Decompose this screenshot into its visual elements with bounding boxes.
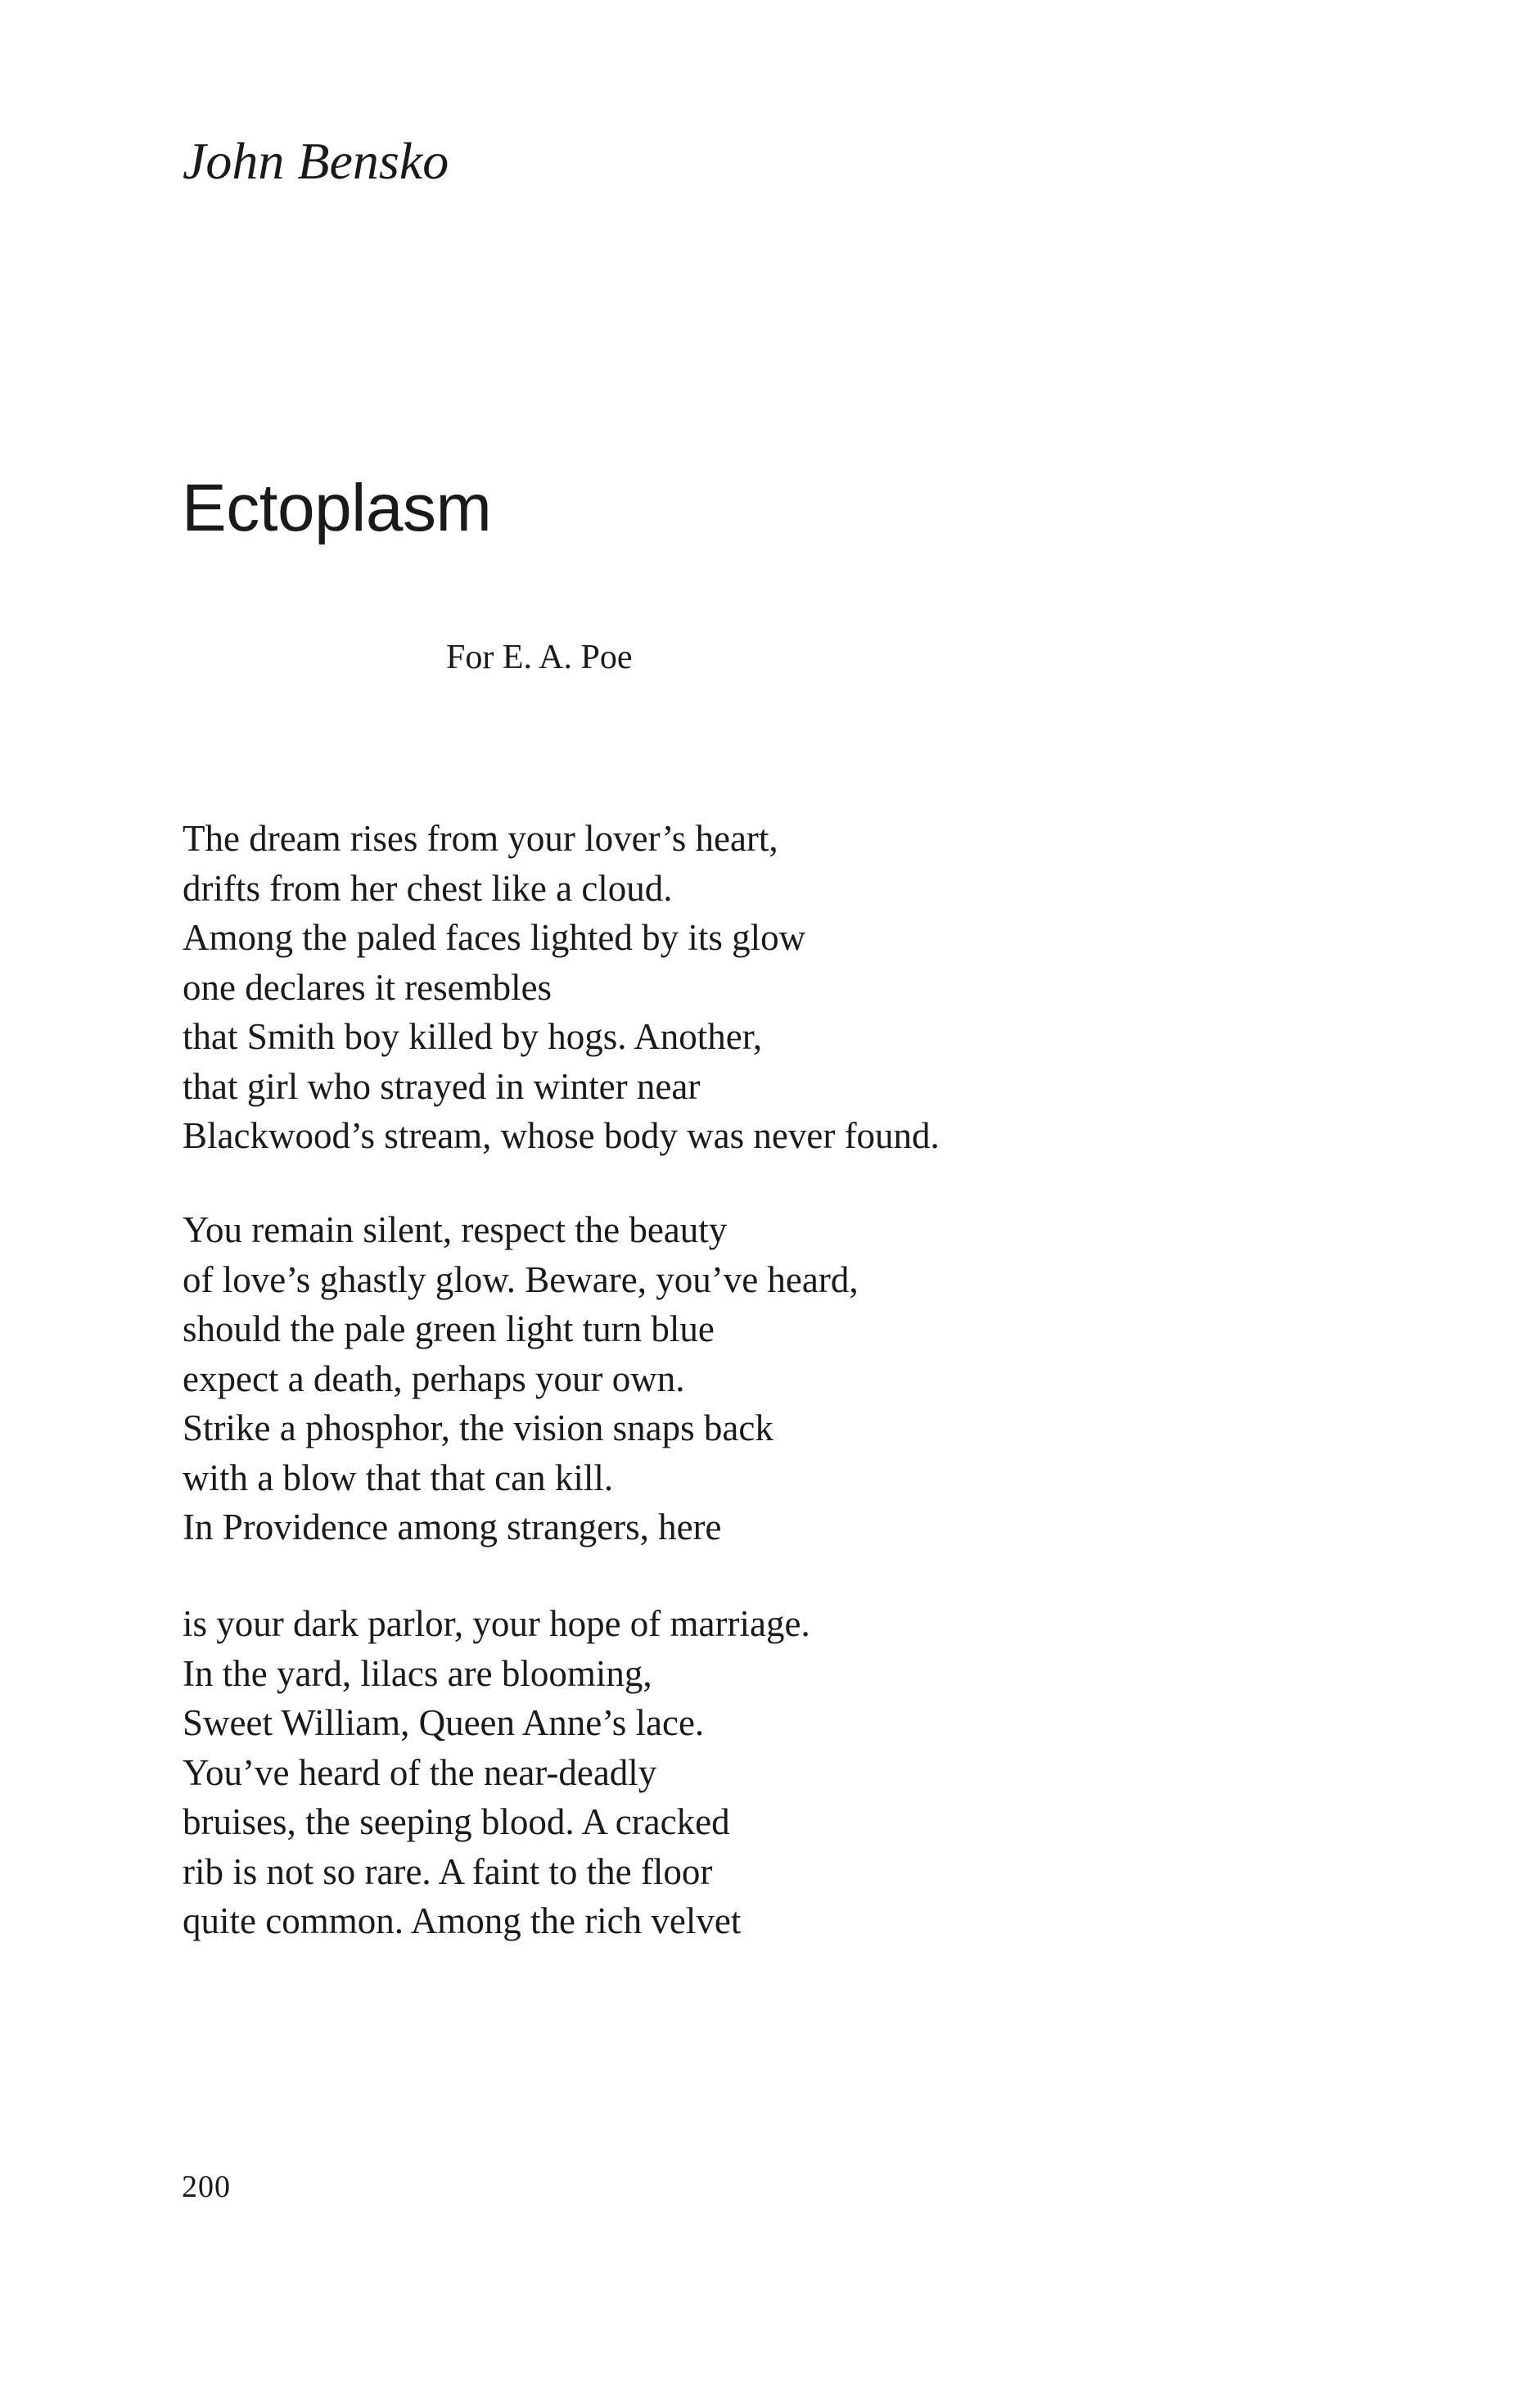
poem-line: should the pale green light turn blue: [183, 1308, 715, 1349]
author-name: John Bensko: [183, 132, 449, 190]
poem-line: expect a death, perhaps your own.: [183, 1358, 685, 1399]
poem-line: quite common. Among the rich velvet: [183, 1900, 742, 1941]
poem-line: that girl who strayed in winter near: [183, 1065, 701, 1107]
poem-line: Strike a phosphor, the vision snaps back: [183, 1407, 774, 1448]
poem-line: The dream rises from your lover’s heart,: [183, 818, 778, 859]
poem-title: Ectoplasm: [182, 471, 492, 545]
poem-line: bruises, the seeping blood. A cracked: [183, 1801, 730, 1842]
poem-line: of love’s ghastly glow. Beware, you’ve heard,: [183, 1258, 859, 1300]
stanza-1: [183, 814, 940, 1161]
poem-line: Sweet William, Queen Anne’s lace.: [183, 1702, 705, 1743]
stanza-3: [183, 1599, 810, 1946]
poem-line: In the yard, lilacs are blooming,: [183, 1652, 652, 1694]
poem-line: In Providence among strangers, here: [183, 1507, 722, 1547]
poem-line: Blackwood’s stream, whose body was never found.: [183, 1115, 940, 1156]
poem-line: rib is not so rare. A faint to the floor: [183, 1850, 713, 1892]
dedication: For E. A. Poe: [446, 639, 633, 676]
poem-line: that Smith boy killed by hogs. Another,: [183, 1016, 763, 1057]
poem-line: with a blow that that can kill.: [183, 1457, 614, 1498]
poem-line: Among the paled faces lighted by its glow: [183, 917, 806, 958]
poem-line: one declares it resembles: [183, 966, 553, 1008]
poem-line: is your dark parlor, your hope of marriage.: [183, 1603, 810, 1644]
poem-line: drifts from her chest like a cloud.: [183, 867, 673, 909]
poem-line: You’ve heard of the near-deadly: [183, 1751, 657, 1793]
poem-line: You remain silent, respect the beauty: [183, 1209, 728, 1250]
stanza-2: [183, 1205, 859, 1552]
page-number: 200: [182, 2170, 231, 2204]
